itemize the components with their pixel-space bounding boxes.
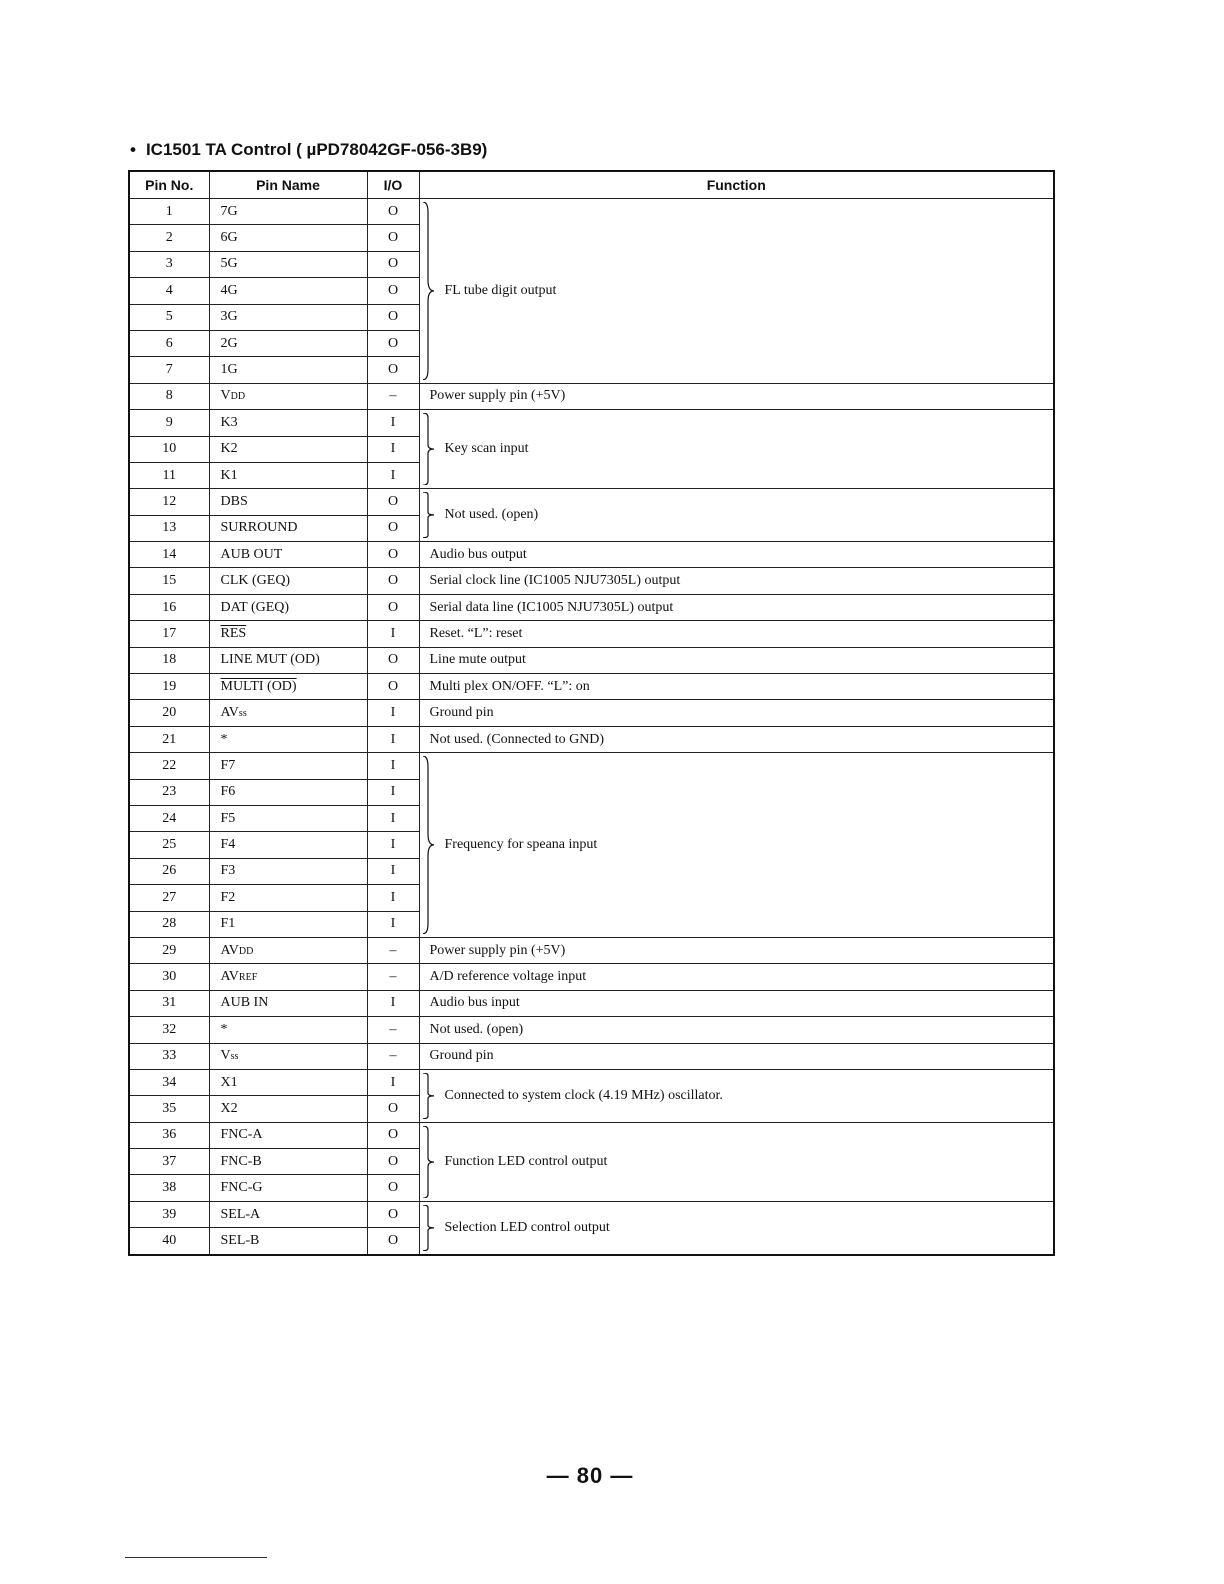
pin-number: 32 — [129, 1017, 209, 1043]
table-row — [129, 990, 1054, 1016]
pin-name-text: AV — [220, 705, 239, 721]
pin-name-text: F7 — [220, 757, 236, 773]
pin-name — [209, 489, 367, 515]
table-row — [129, 542, 1054, 568]
pin-number: 25 — [129, 832, 209, 858]
header-function: Function — [419, 171, 1054, 199]
pin-name — [209, 779, 367, 805]
pin-name-text: SURROUND — [220, 520, 298, 536]
pin-number: 18 — [129, 647, 209, 673]
pin-name-text: FNC-G — [220, 1180, 263, 1196]
function-text: Function LED control output — [444, 1153, 608, 1169]
pin-number: 36 — [129, 1122, 209, 1148]
table-row — [129, 621, 1054, 647]
table-row — [129, 1069, 1054, 1095]
pin-number: 10 — [129, 436, 209, 462]
pin-number: 37 — [129, 1149, 209, 1175]
pin-name — [209, 1175, 367, 1201]
pin-io: – — [367, 383, 419, 409]
table-row — [129, 937, 1054, 963]
pin-name — [209, 753, 367, 779]
table-row — [129, 1201, 1054, 1227]
pin-name — [209, 304, 367, 330]
pin-name-text: F2 — [220, 889, 236, 905]
pin-name — [209, 462, 367, 488]
pin-number: 34 — [129, 1069, 209, 1095]
pin-number: 28 — [129, 911, 209, 937]
pin-name-text: K1 — [220, 467, 238, 483]
table-row — [129, 700, 1054, 726]
pin-name-text: F3 — [220, 863, 236, 879]
pin-name-text: 7G — [220, 203, 238, 219]
pin-name-text: K2 — [220, 441, 238, 457]
pin-name — [209, 1228, 367, 1255]
pin-number: 12 — [129, 489, 209, 515]
pin-io: O — [367, 357, 419, 383]
pin-table — [128, 170, 1055, 1256]
pin-function — [419, 647, 1054, 673]
bullet: • — [130, 140, 136, 159]
function-text: Audio bus input — [429, 995, 520, 1011]
pin-number: 5 — [129, 304, 209, 330]
pin-name-text: 5G — [220, 256, 238, 272]
pin-name-suffix: REF — [238, 972, 258, 984]
function-text: Serial clock line (IC1005 NJU7305L) output — [429, 573, 681, 589]
pin-name — [209, 621, 367, 647]
pin-io: I — [367, 832, 419, 858]
pin-function — [419, 990, 1054, 1016]
pin-name-text: X2 — [220, 1100, 238, 1116]
pin-name — [209, 1122, 367, 1148]
pin-io: I — [367, 753, 419, 779]
function-text: Audio bus output — [429, 546, 527, 562]
header-io: I/O — [367, 171, 419, 199]
pin-number: 2 — [129, 225, 209, 251]
pin-name — [209, 357, 367, 383]
table-row — [129, 964, 1054, 990]
pin-name-suffix: ss — [230, 1051, 239, 1063]
pin-number: 16 — [129, 594, 209, 620]
pin-number: 31 — [129, 990, 209, 1016]
pin-number: 24 — [129, 805, 209, 831]
pin-function — [419, 568, 1054, 594]
pin-name — [209, 542, 367, 568]
pin-number: 17 — [129, 621, 209, 647]
pin-function — [419, 542, 1054, 568]
function-text: Ground pin — [429, 1048, 494, 1064]
pin-number: 8 — [129, 383, 209, 409]
pin-name-text: MULTI (OD) — [220, 678, 297, 694]
pin-name — [209, 1096, 367, 1122]
pin-function — [419, 1122, 1054, 1201]
pin-io: O — [367, 1096, 419, 1122]
pin-io: I — [367, 462, 419, 488]
pin-io: – — [367, 1017, 419, 1043]
pin-name-suffix: DD — [238, 945, 254, 957]
pin-name-text: V — [220, 1048, 231, 1064]
table-row — [129, 410, 1054, 436]
pin-name-text: F1 — [220, 916, 236, 932]
pin-io: I — [367, 726, 419, 752]
pin-name-suffix: ss — [238, 708, 247, 720]
pin-io: O — [367, 515, 419, 541]
pin-function — [419, 410, 1054, 489]
pin-name — [209, 1043, 367, 1069]
pin-io: I — [367, 410, 419, 436]
function-text: Line mute output — [429, 652, 526, 668]
pin-name — [209, 436, 367, 462]
function-text: Selection LED control output — [444, 1219, 610, 1235]
pin-name-text: LINE MUT (OD) — [220, 652, 320, 668]
pin-name — [209, 410, 367, 436]
pin-number: 3 — [129, 251, 209, 277]
function-text: Not used. (Connected to GND) — [429, 731, 605, 747]
pin-name — [209, 1201, 367, 1227]
pin-io: O — [367, 489, 419, 515]
pin-io: O — [367, 568, 419, 594]
pin-io: – — [367, 937, 419, 963]
pin-io: O — [367, 1175, 419, 1201]
pin-io: I — [367, 885, 419, 911]
pin-number: 23 — [129, 779, 209, 805]
pin-io: O — [367, 1228, 419, 1255]
pin-number: 9 — [129, 410, 209, 436]
pin-name-text: 2G — [220, 335, 238, 351]
table-row — [129, 726, 1054, 752]
pin-number: 33 — [129, 1043, 209, 1069]
pin-name-text: CLK (GEQ) — [220, 573, 291, 589]
pin-name — [209, 805, 367, 831]
pin-io: I — [367, 621, 419, 647]
pin-name — [209, 937, 367, 963]
pin-name-text: F6 — [220, 784, 236, 800]
brace-icon — [422, 756, 436, 934]
pin-name — [209, 647, 367, 673]
pin-number: 22 — [129, 753, 209, 779]
function-text: Not used. (open) — [444, 507, 539, 523]
function-text: Power supply pin (+5V) — [429, 942, 566, 958]
pin-name — [209, 278, 367, 304]
pin-function — [419, 726, 1054, 752]
pin-name — [209, 885, 367, 911]
pin-io: O — [367, 542, 419, 568]
pin-function — [419, 1069, 1054, 1122]
table-row — [129, 489, 1054, 515]
pin-name-text: F4 — [220, 837, 236, 853]
pin-number: 20 — [129, 700, 209, 726]
table-row — [129, 1043, 1054, 1069]
table-row — [129, 383, 1054, 409]
table-row — [129, 1122, 1054, 1148]
pin-name — [209, 251, 367, 277]
pin-name-text: SEL-B — [220, 1232, 260, 1248]
pin-function — [419, 674, 1054, 700]
pin-number: 40 — [129, 1228, 209, 1255]
header-row — [129, 171, 1054, 199]
pin-name-text: AV — [220, 969, 239, 985]
pin-name-text: V — [220, 388, 231, 404]
pin-number: 19 — [129, 674, 209, 700]
pin-io: O — [367, 1201, 419, 1227]
pin-io: I — [367, 805, 419, 831]
brace-icon — [422, 1073, 436, 1119]
pin-io: O — [367, 199, 419, 225]
header-pin-no: Pin No. — [129, 171, 209, 199]
pin-name — [209, 700, 367, 726]
pin-name — [209, 858, 367, 884]
pin-number: 26 — [129, 858, 209, 884]
pin-number: 29 — [129, 937, 209, 963]
pin-name — [209, 225, 367, 251]
pin-name-text: FNC-B — [220, 1153, 262, 1169]
table-row — [129, 199, 1054, 225]
pin-name — [209, 199, 367, 225]
pin-name — [209, 330, 367, 356]
pin-number: 21 — [129, 726, 209, 752]
pin-io: O — [367, 225, 419, 251]
pin-function — [419, 700, 1054, 726]
pin-name — [209, 726, 367, 752]
pin-function — [419, 1017, 1054, 1043]
table-row — [129, 674, 1054, 700]
pin-number: 14 — [129, 542, 209, 568]
pin-io: O — [367, 304, 419, 330]
pin-function — [419, 964, 1054, 990]
pin-io: I — [367, 436, 419, 462]
pin-number: 38 — [129, 1175, 209, 1201]
pin-io: I — [367, 990, 419, 1016]
title-text: IC1501 TA Control ( µPD78042GF-056-3B9) — [145, 140, 488, 159]
function-text: Multi plex ON/OFF. “L”: on — [429, 678, 590, 694]
pin-name — [209, 990, 367, 1016]
pin-function — [419, 937, 1054, 963]
pin-io: O — [367, 278, 419, 304]
pin-name-text: 4G — [220, 282, 238, 298]
pin-name — [209, 568, 367, 594]
table-row — [129, 568, 1054, 594]
pin-name — [209, 594, 367, 620]
section-title — [130, 140, 487, 160]
function-text: Power supply pin (+5V) — [429, 388, 566, 404]
pin-number: 6 — [129, 330, 209, 356]
pin-name-text: 1G — [220, 362, 238, 378]
function-text: A/D reference voltage input — [429, 969, 587, 985]
pin-io: O — [367, 1149, 419, 1175]
pin-function — [419, 489, 1054, 542]
pin-io: – — [367, 964, 419, 990]
function-text: Reset. “L”: reset — [429, 625, 523, 641]
pin-function — [419, 383, 1054, 409]
pin-io: I — [367, 1069, 419, 1095]
pin-number: 35 — [129, 1096, 209, 1122]
header-pin-name: Pin Name — [209, 171, 367, 199]
brace-icon — [422, 492, 436, 538]
pin-io: O — [367, 1122, 419, 1148]
pin-name-text: 6G — [220, 230, 238, 246]
pin-io: O — [367, 594, 419, 620]
pin-io: I — [367, 858, 419, 884]
pin-io: I — [367, 700, 419, 726]
pin-number: 11 — [129, 462, 209, 488]
brace-icon — [422, 202, 436, 380]
pin-name — [209, 383, 367, 409]
pin-name — [209, 911, 367, 937]
pin-name — [209, 515, 367, 541]
function-text: Frequency for speana input — [444, 837, 598, 853]
pin-name — [209, 1017, 367, 1043]
pin-name-suffix: DD — [230, 391, 246, 403]
function-text: Ground pin — [429, 705, 494, 721]
pin-number: 4 — [129, 278, 209, 304]
pin-io: – — [367, 1043, 419, 1069]
pin-name-text: SEL-A — [220, 1206, 261, 1222]
pin-name-text: AV — [220, 942, 239, 958]
pin-io: O — [367, 251, 419, 277]
function-text: FL tube digit output — [444, 282, 557, 298]
pin-name-text: AUB OUT — [220, 546, 283, 562]
function-text: Serial data line (IC1005 NJU7305L) output — [429, 599, 674, 615]
table-row — [129, 594, 1054, 620]
pin-name — [209, 1069, 367, 1095]
footnote-rule — [125, 1557, 267, 1558]
pin-name-text: K3 — [220, 414, 238, 430]
pin-number: 39 — [129, 1201, 209, 1227]
pin-number: 1 — [129, 199, 209, 225]
pin-number: 7 — [129, 357, 209, 383]
pin-function — [419, 753, 1054, 938]
pin-name-text: FNC-A — [220, 1127, 263, 1143]
pin-name-text: 3G — [220, 309, 238, 325]
pin-number: 27 — [129, 885, 209, 911]
pin-function — [419, 1043, 1054, 1069]
pin-io: O — [367, 330, 419, 356]
pin-name — [209, 674, 367, 700]
pin-number: 30 — [129, 964, 209, 990]
pin-function — [419, 1201, 1054, 1254]
pin-function — [419, 199, 1054, 384]
table-row — [129, 647, 1054, 673]
pin-name-text: X1 — [220, 1074, 238, 1090]
table-row — [129, 753, 1054, 779]
pin-name-text: $\overline{RES}$ — [220, 625, 247, 641]
function-text: Not used. (open) — [429, 1021, 524, 1037]
pin-io: O — [367, 674, 419, 700]
pin-name-text: * — [220, 1021, 228, 1037]
table-row — [129, 1017, 1054, 1043]
pin-io: O — [367, 647, 419, 673]
pin-name-text: * — [220, 731, 228, 747]
pin-name — [209, 1149, 367, 1175]
table-body — [129, 199, 1054, 1255]
pin-name-text: DBS — [220, 493, 248, 509]
function-text: Key scan input — [444, 441, 529, 457]
function-text: Connected to system clock (4.19 MHz) oscillator. — [444, 1087, 723, 1103]
pin-name-text: DAT (GEQ) — [220, 599, 290, 615]
brace-icon — [422, 1205, 436, 1251]
page-number: — 80 — — [546, 1463, 634, 1488]
pin-name — [209, 964, 367, 990]
pin-io: I — [367, 779, 419, 805]
pin-function — [419, 594, 1054, 620]
pin-io: I — [367, 911, 419, 937]
pin-name-text: AUB IN — [220, 995, 269, 1011]
pin-name — [209, 832, 367, 858]
brace-icon — [422, 1126, 436, 1198]
pin-function — [419, 621, 1054, 647]
pin-number: 13 — [129, 515, 209, 541]
pin-number: 15 — [129, 568, 209, 594]
brace-icon — [422, 413, 436, 485]
pin-name-text: F5 — [220, 810, 236, 826]
